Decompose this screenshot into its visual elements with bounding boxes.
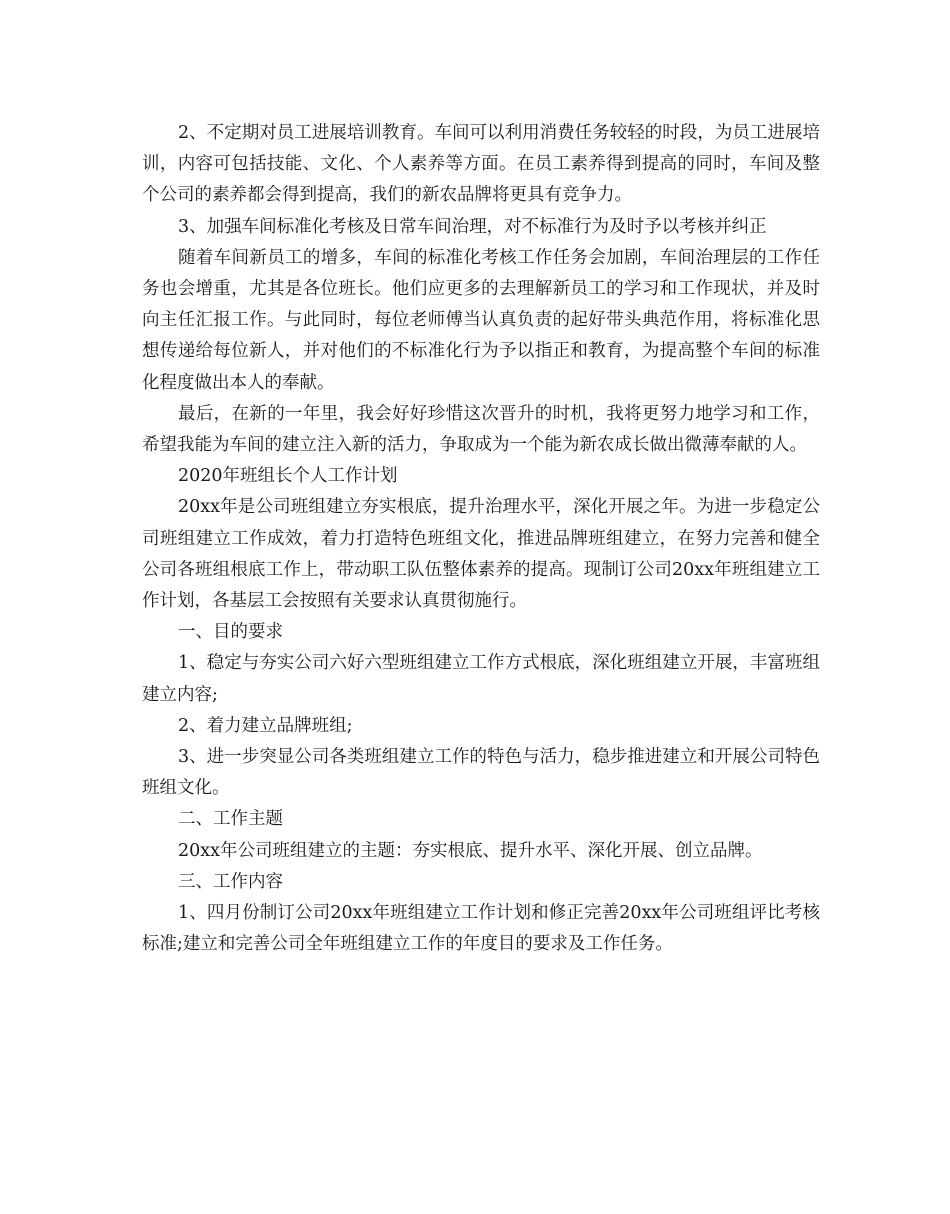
paragraph-standardization-heading: 3、加强车间标准化考核及日常车间治理，对不标准行为及时予以考核并纠正 — [178, 216, 767, 237]
content-item-1: 1、四月份制订公司20xx年班组建立工作计划和修正完善20xx年公司班组评比考核标准;建立和完善公司全年班组建立工作的年度目的要求及工作任务。 — [142, 903, 820, 955]
heading-content: 三、工作内容 — [178, 871, 283, 892]
objective-item-2: 2、着力建立品牌班组; — [178, 715, 353, 736]
paragraph-theme: 20xx年公司班组建立的主题：夯实根底、提升水平、深化开展、创立品牌。 — [178, 840, 763, 861]
paragraph-closing: 最后，在新的一年里，我会好好珍惜这次晋升的时机，我将更努力地学习和工作，希望我能为车间的建立注入新的活力，争取成为一个能为新农成长做出微薄奉献的人。 — [142, 403, 820, 456]
paragraph-new-staff: 随着车间新员工的增多，车间的标准化考核工作任务会加剧，车间治理层的工作任务也会增重，尤其是各位班长。他们应更多的去理解新员工的学习和工作现状，并及时向主任汇报工作。与此同时，每位老师傅当认真负责的起好带头典范作用，将标准化思想传递给每位新人，并对他们的不标准化行为予以指正和教育，为提高整个车间的标准化程度做出本人的奉献。 — [142, 247, 820, 393]
objective-item-1: 1、稳定与夯实公司六好六型班组建立工作方式根底，深化班组建立开展，丰富班组建立内容; — [142, 653, 820, 705]
paragraph-training: 2、不定期对员工进展培训教育。车间可以利用消费任务较轻的时段，为员工进展培训，内容可包括技能、文化、个人素养等方面。在员工素养得到提高的同时，车间及整个公司的素养都会得到提高，我们的新农品牌将更具有竞争力。 — [142, 123, 820, 206]
heading-objectives: 一、目的要求 — [178, 622, 283, 643]
heading-theme: 二、工作主题 — [178, 809, 283, 830]
paragraph-intro: 20xx年是公司班组建立夯实根底，提升治理水平，深化开展之年。为进一步稳定公司班组建立工作成效，着力打造特色班组文化，推进品牌班组建立，在努力完善和健全公司各班组根底工作上，带动职工队伍整体素养的提高。现制订公司20xx年班组建立工作计划，各基层工会按照有关要求认真贯彻施行。 — [142, 497, 820, 612]
document-body — [142, 118, 820, 960]
objective-item-3: 3、进一步突显公司各类班组建立工作的特色与活力，稳步推进建立和开展公司特色班组文化。 — [142, 747, 820, 799]
section-title: 2020年班组长个人工作计划 — [178, 466, 398, 487]
